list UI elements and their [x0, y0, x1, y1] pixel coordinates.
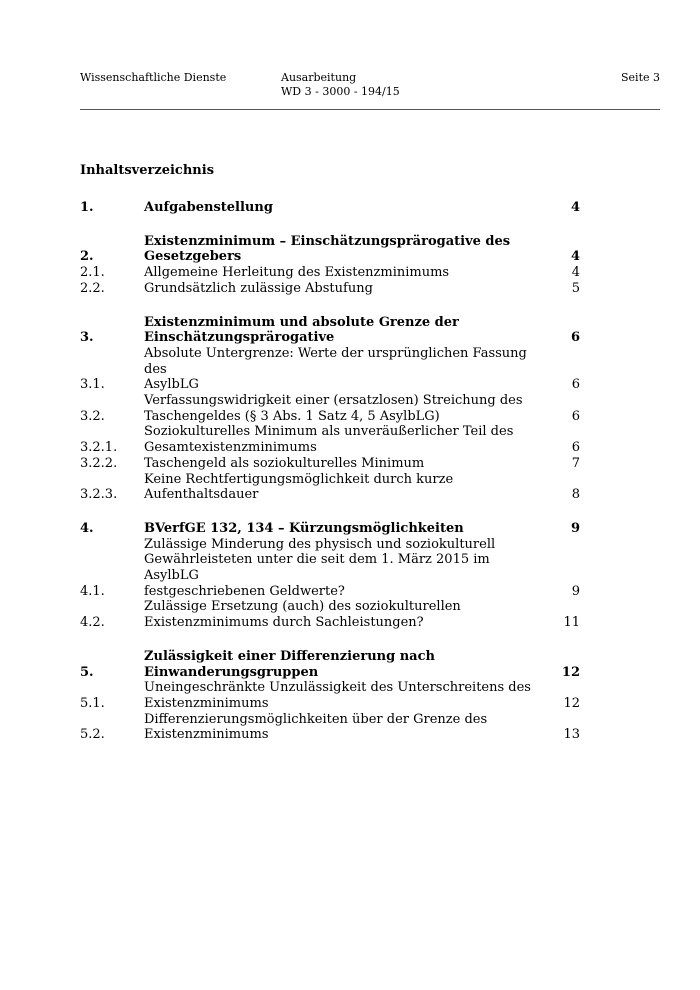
toc-entry-title [144, 346, 540, 393]
toc-entry-title-line: Gesamtexistenzminimums [144, 440, 317, 456]
toc-entry-title-line: Uneingeschränkte Unzulässigkeit des Unterschreitens des [144, 680, 531, 696]
toc-entry-page: 4 [570, 249, 580, 265]
toc-entry-title-line: Absolute Untergrenze: Werte der ursprünglichen Fassung des [144, 345, 527, 377]
toc-entry-number: 1. [80, 200, 94, 215]
toc-title: Inhaltsverzeichnis [80, 163, 215, 178]
toc-entry-title-line: Existenzminimums [144, 727, 269, 743]
toc-entry[interactable] [80, 521, 580, 537]
toc-entry[interactable] [80, 200, 580, 216]
toc-entry-title-line: Zulässige Ersetzung (auch) des soziokulturellen [144, 599, 461, 615]
toc-entry-title-line: Existenzminimum – Einschätzungsprärogative des [144, 233, 511, 249]
header-document-info [281, 71, 400, 99]
toc-section [80, 649, 580, 743]
toc-section [80, 234, 580, 297]
header-document-type: Ausarbeitung [281, 71, 357, 84]
toc-entry-number: 2.1. [80, 265, 105, 281]
toc-entry-title-line: Grundsätzlich zulässige Abstufung [144, 280, 373, 296]
toc-entry-number: 3.2.1. [80, 440, 118, 456]
toc-entry-title [144, 281, 540, 297]
toc-entry-title-line: Einschätzungsprärogative [144, 330, 335, 346]
toc-entry-title [144, 456, 540, 472]
toc-entry-title [144, 393, 540, 424]
toc-entry-title [144, 712, 540, 743]
toc-entry[interactable] [80, 281, 580, 297]
header-document-id: WD 3 - 3000 - 194/15 [281, 85, 400, 98]
toc-entry-page: 13 [563, 727, 580, 743]
toc-entry[interactable] [80, 456, 580, 472]
toc-entry[interactable] [80, 315, 580, 346]
toc-entry-title [144, 265, 540, 281]
toc-entry-page: 5 [571, 280, 580, 296]
toc-section [80, 521, 580, 631]
toc-entry-page: 6 [571, 377, 580, 393]
toc-entry-title-line: Gesetzgebers [144, 249, 242, 265]
toc-entry-title-line: Keine Rechtfertigungsmöglichkeit durch kurze Aufenthaltsdauer [144, 471, 454, 503]
toc-entry[interactable] [80, 649, 580, 680]
toc-entry-page: 4 [570, 200, 580, 215]
toc-entry-number: 5. [80, 664, 94, 680]
toc-entry-page: 6 [570, 330, 580, 346]
toc-entry-title [144, 315, 540, 346]
toc-entry-number: 4. [80, 520, 94, 536]
toc-entry[interactable] [80, 472, 580, 503]
toc-entry[interactable] [80, 393, 580, 424]
toc-entry-title [144, 599, 540, 630]
toc-entry[interactable] [80, 234, 580, 265]
toc-entry[interactable] [80, 265, 580, 281]
toc-entry-title [144, 424, 540, 455]
toc-entry-title-line: Differenzierungsmöglichkeiten über der Grenze des [144, 711, 488, 727]
toc-entry-title-line: Zulässige Minderung des physisch und soziokulturell [144, 536, 496, 552]
toc-entry-title [144, 537, 540, 600]
header-organization: Wissenschaftliche Dienste [80, 71, 227, 84]
toc-entry-number: 2.2. [80, 280, 105, 296]
toc-entry-number: 3. [80, 330, 94, 346]
toc-entry-page: 7 [571, 455, 580, 471]
toc-entry-page: 6 [571, 440, 580, 456]
toc-section [80, 200, 580, 216]
toc-entry-title-line: Taschengeldes (§ 3 Abs. 1 Satz 4, 5 AsylbLG) [144, 408, 440, 424]
toc-entry-number: 4.1. [80, 583, 105, 599]
toc-entry-title-line: Zulässigkeit einer Differenzierung nach [144, 648, 435, 664]
toc-entry-number: 3.2.2. [80, 455, 118, 471]
toc-entry[interactable] [80, 712, 580, 743]
toc-entry-page: 12 [561, 664, 580, 680]
toc-entry[interactable] [80, 599, 580, 630]
toc-entry-page: 9 [570, 520, 580, 536]
toc-entry-title-line: Verfassungswidrigkeit einer (ersatzlosen) Streichung des [144, 393, 523, 409]
toc-entry-title-line: Gewährleisteten unter die seit dem 1. März 2015 im AsylbLG [144, 552, 490, 584]
toc-entry-page: 6 [571, 408, 580, 424]
toc-entry-title [144, 200, 540, 216]
toc-entry-title-line: festgeschriebenen Geldwerte? [144, 583, 345, 599]
toc-entry-number: 4.2. [80, 615, 105, 631]
header-divider [80, 109, 660, 110]
toc-entry[interactable] [80, 680, 580, 711]
toc-entry-title-line: Existenzminimums durch Sachleistungen? [144, 615, 424, 631]
toc-entry[interactable] [80, 424, 580, 455]
toc-entry-title [144, 649, 540, 680]
toc-entry-title-line: Existenzminimums [144, 695, 269, 711]
toc-entry-number: 2. [80, 249, 94, 265]
toc-entry-title [144, 680, 540, 711]
toc-entry-title [144, 472, 540, 503]
toc-section [80, 315, 580, 503]
toc-entry-page: 4 [571, 265, 580, 281]
toc-entry-title-line: AsylbLG [144, 377, 199, 393]
toc-entry-title [144, 521, 540, 537]
toc-entry[interactable] [80, 537, 580, 600]
table-of-contents [80, 200, 580, 743]
toc-entry-number: 5.1. [80, 695, 105, 711]
toc-entry-title-line: Aufgabenstellung [144, 200, 273, 215]
toc-entry-title-line: Existenzminimum und absolute Grenze der [144, 314, 459, 330]
toc-entry-page: 8 [571, 487, 580, 503]
toc-entry-title-line: Allgemeine Herleitung des Existenzminimums [144, 265, 450, 281]
toc-entry-number: 5.2. [80, 727, 105, 743]
toc-entry-title-line: Einwanderungsgruppen [144, 664, 319, 680]
header-page-number: Seite 3 [621, 71, 660, 84]
toc-entry-page: 11 [563, 615, 580, 631]
toc-entry-number: 3.2.3. [80, 487, 118, 503]
toc-entry-number: 3.1. [80, 377, 105, 393]
toc-entry-page: 12 [563, 695, 580, 711]
toc-entry-page: 9 [571, 583, 580, 599]
toc-entry-title-line: Taschengeld als soziokulturelles Minimum [144, 455, 425, 471]
toc-entry[interactable] [80, 346, 580, 393]
toc-entry-title [144, 234, 540, 265]
toc-entry-number: 3.2. [80, 408, 105, 424]
toc-entry-title-line: Soziokulturelles Minimum als unveräußerlicher Teil des [144, 424, 514, 440]
toc-entry-title-line: BVerfGE 132, 134 – Kürzungsmöglichkeiten [144, 520, 464, 536]
